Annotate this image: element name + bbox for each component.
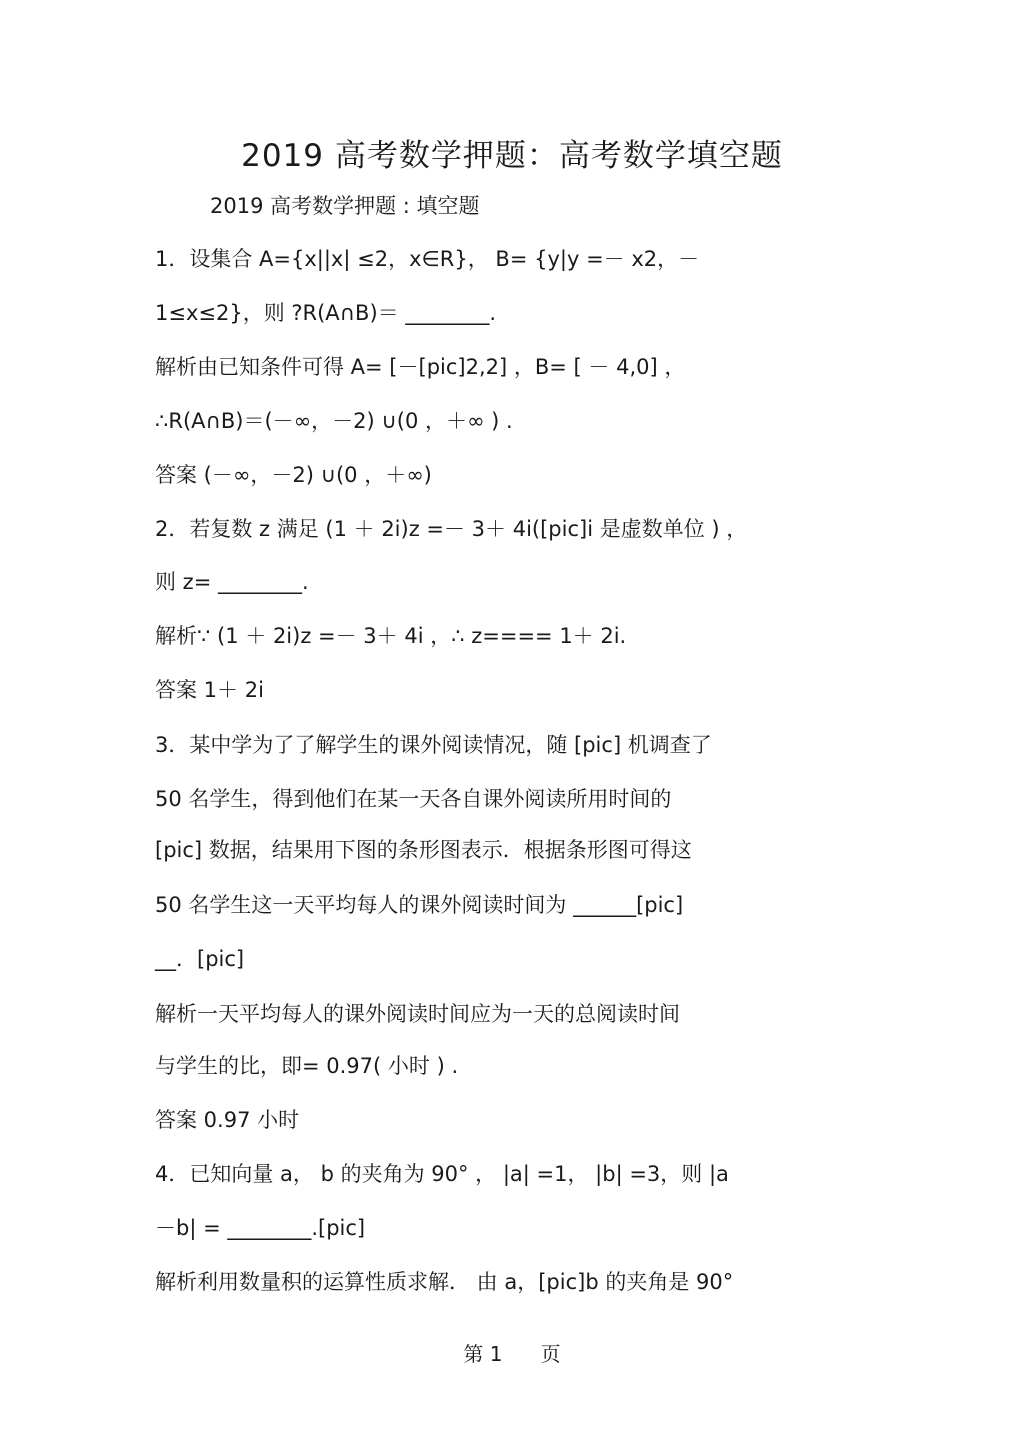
q4-line-1: 4．已知向量 a， b 的夹角为 90° ， |a| =1， |b| =3，则 |a — [155, 1162, 729, 1186]
q3-analysis-line-2: 与学生的比，即= 0.97( 小时 ) . — [155, 1054, 459, 1078]
q1-analysis-line-1: 解析由已知条件可得 A= [－[pic]2,2] ，B= [ － 4,0] ， — [155, 355, 686, 379]
q4-line-2: －b| = ________.[pic] — [155, 1216, 366, 1240]
q2-line-2: 则 z= ________. — [155, 570, 309, 594]
document-subtitle: 2019 高考数学押题 : 填空题 — [210, 194, 480, 218]
document-title: 2019 高考数学押题：高考数学填空题 — [241, 138, 783, 174]
q3-line-3: [pic] 数据，结果用下图的条形图表示．根据条形图可得这 — [155, 838, 692, 862]
q4-analysis: 解析利用数量积的运算性质求解． 由 a，[pic]b 的夹角是 90° — [155, 1270, 734, 1294]
q3-line-1: 3．某中学为了了解学生的课外阅读情况，随 [pic] 机调查了 — [155, 733, 712, 757]
q3-answer: 答案 0.97 小时 — [155, 1108, 300, 1132]
q1-analysis-line-2: ∴R(A∩B)＝(－∞，－2) ∪(0 ，＋∞ ) . — [155, 409, 513, 433]
q1-answer: 答案 (－∞，－2) ∪(0 ，＋∞) — [155, 463, 432, 487]
q1-line-2: 1≤x≤2}，则 ?R(A∩B)＝ ________. — [155, 301, 496, 325]
q3-analysis-line-1: 解析一天平均每人的课外阅读时间应为一天的总阅读时间 — [155, 1002, 680, 1026]
q1-line-1: 1．设集合 A={x||x| ≤2，x∈R}， B= {y|y =－ x2，－ — [155, 247, 700, 271]
q2-line-1: 2．若复数 z 满足 (1 ＋ 2i)z =－ 3＋ 4i([pic]i 是虚数单位 ) ， — [155, 517, 748, 541]
q3-line-4: 50 名学生这一天平均每人的课外阅读时间为 ______[pic] — [155, 893, 684, 917]
q2-analysis: 解析∵ (1 ＋ 2i)z =－ 3＋ 4i ，∴ z==== 1＋ 2i. — [155, 624, 627, 648]
q3-line-5: __．[pic] — [155, 947, 245, 971]
q3-line-2: 50 名学生，得到他们在某一天各自课外阅读所用时间的 — [155, 787, 672, 811]
q2-answer: 答案 1＋ 2i — [155, 678, 264, 702]
page-footer: 第 1 页 — [463, 1342, 561, 1366]
